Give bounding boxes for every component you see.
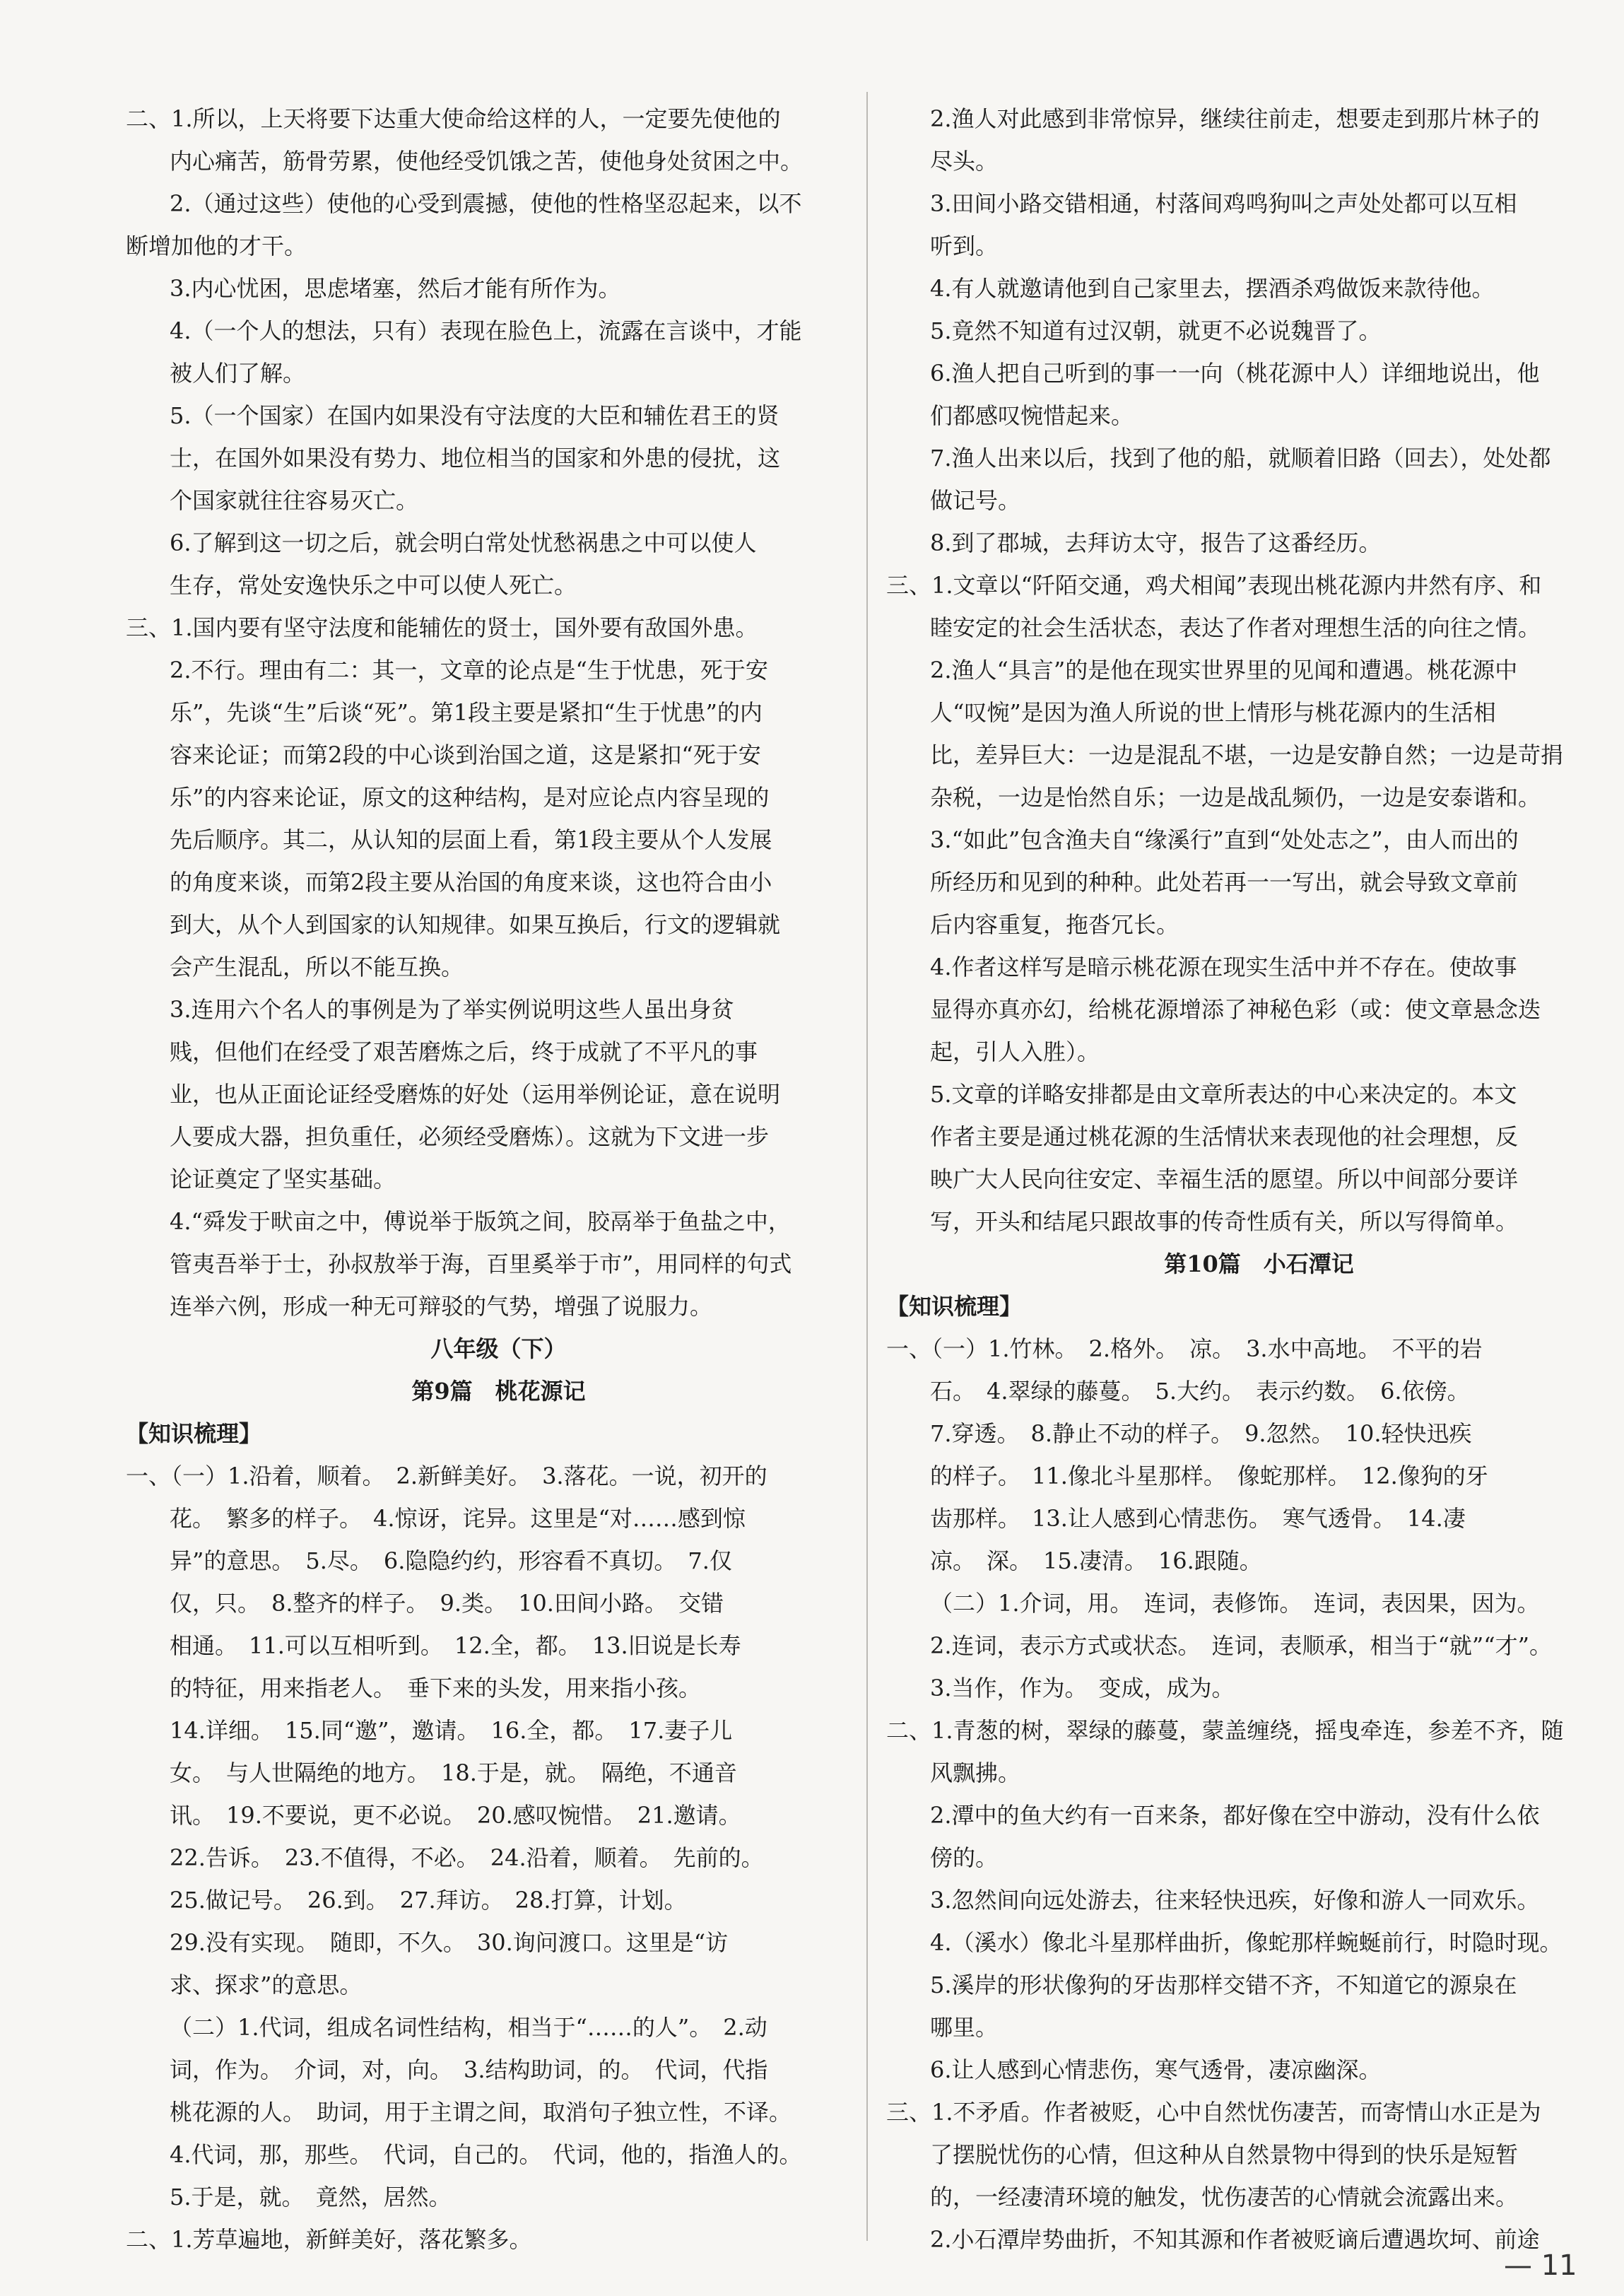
text-line: 5.（一个国家）在国内如果没有守法度的大臣和辅佐君王的贤	[170, 402, 779, 429]
text-line: 3.内心忧困，思虑堵塞，然后才能有所作为。	[170, 275, 621, 302]
left-column	[126, 98, 871, 2261]
text-line: 论证奠定了坚实基础。	[170, 1166, 396, 1193]
text-line: 做记号。	[930, 487, 1021, 514]
text-line: 管夷吾举于士，孙叔敖举于海，百里奚举于市”，用同样的句式	[170, 1250, 792, 1277]
text-line: 八年级（下）	[430, 1335, 567, 1362]
text-line: 【知识梳理】	[126, 1420, 262, 1447]
text-line: 4.（溪水）像北斗星那样曲折，像蛇那样蜿蜒前行，时隐时现。	[930, 1929, 1563, 1956]
text-line: 4.“舜发于畎亩之中，傅说举于版筑之间，胶鬲举于鱼盐之中，	[170, 1208, 791, 1235]
text-line: 3.田间小路交错相通，村落间鸡鸣狗叫之声处处都可以互相	[930, 190, 1517, 217]
text-line: 被人们了解。	[170, 360, 306, 387]
text-line: 14.详细。 15.同“邀”，邀请。 16.全，都。 17.妻子儿	[170, 1717, 733, 1744]
text-line: 25.做记号。 26.到。 27.拜访。 28.打算，计划。	[170, 1887, 687, 1914]
text-line: 4.作者这样写是暗示桃花源在现实生活中并不存在。使故事	[930, 954, 1517, 980]
text-line: 讯。 19.不要说，更不必说。 20.感叹惋惜。 21.邀请。	[170, 1802, 741, 1829]
text-line: 贱，但他们在经受了艰苦磨炼之后，终于成就了不平凡的事	[170, 1038, 758, 1065]
text-line: 断增加他的才干。	[126, 233, 307, 259]
text-line: 3.连用六个名人的事例是为了举实例说明这些人虽出身贫	[170, 996, 734, 1023]
text-line: 二、1.所以，上天将要下达重大使命给这样的人，一定要先使他的	[126, 105, 781, 132]
text-line: 2.潭中的鱼大约有一百来条，都好像在空中游动，没有什么依	[930, 1802, 1540, 1829]
text-line: 杂税，一边是怡然自乐；一边是战乱频仍，一边是安泰谐和。	[930, 784, 1541, 811]
text-line: 6.渔人把自己听到的事一一向（桃花源中人）详细地说出，他	[930, 360, 1540, 387]
text-line: 后内容重复，拖沓冗长。	[930, 911, 1179, 938]
text-line: 容来论证；而第2段的中心谈到治国之道，这是紧扣“死于安	[170, 742, 761, 768]
text-line: 2.小石潭岸势曲折，不知其源和作者被贬谪后遭遇坎坷、前途	[930, 2226, 1540, 2253]
text-line: 乐”，先谈“生”后谈“死”。第1段主要是紧扣“生于忧患”的内	[170, 699, 763, 726]
text-line: 映广大人民向往安定、幸福生活的愿望。所以中间部分要详	[930, 1166, 1519, 1193]
text-line: 2.渔人对此感到非常惊异，继续往前走，想要走到那片林子的	[930, 105, 1540, 132]
text-line: 4.代词，那，那些。 代词，自己的。 代词，他的，指渔人的。	[170, 2141, 802, 2168]
text-line: 4.有人就邀请他到自己家里去，摆酒杀鸡做饭来款待他。	[930, 275, 1495, 302]
text-line: 二、1.青葱的树，翠绿的藤蔓，蒙盖缠绕，摇曳牵连，参差不齐，随	[886, 1717, 1564, 1744]
text-line: 2.连词，表示方式或状态。 连词，表顺承，相当于“就”“才”。	[930, 1632, 1552, 1659]
text-line: 22.告诉。 23.不值得，不必。 24.沿着，顺着。 先前的。	[170, 1844, 764, 1871]
text-line: 石。 4.翠绿的藤蔓。 5.大约。 表示约数。 6.依傍。	[930, 1378, 1470, 1405]
text-line: 的，一经凄清环境的触发，忧伤凄苦的心情就会流露出来。	[930, 2184, 1519, 2210]
text-line: 睦安定的社会生活状态，表达了作者对理想生活的向往之情。	[930, 614, 1541, 641]
text-line: 第10篇 小石潭记	[1164, 1250, 1354, 1277]
text-line: 6.了解到这一切之后，就会明白常处忧愁祸患之中可以使人	[170, 529, 757, 556]
text-line: 所经历和见到的种种。此处若再一一写出，就会导致文章前	[930, 869, 1519, 896]
text-line: 8.到了郡城，去拜访太守，报告了这番经历。	[930, 529, 1382, 556]
text-line: 到大，从个人到国家的认知规律。如果互换后，行文的逻辑就	[170, 911, 781, 938]
text-line: 齿那样。 13.让人感到心情悲伤。 寒气透骨。 14.凄	[930, 1505, 1466, 1532]
text-line: 显得亦真亦幻，给桃花源增添了神秘色彩（或：使文章悬念迭	[930, 996, 1541, 1023]
text-line: 相通。 11.可以互相听到。 12.全，都。 13.旧说是长寿	[170, 1632, 741, 1659]
text-line: 二、1.芳草遍地，新鲜美好，落花繁多。	[126, 2226, 532, 2253]
text-line: 2.不行。理由有二：其一，文章的论点是“生于忧患，死于安	[170, 657, 768, 684]
text-line: 了摆脱忧伤的心情，但这种从自然景物中得到的快乐是短暂	[930, 2141, 1519, 2168]
text-line: 桃花源的人。 助词，用于主谓之间，取消句子独立性，不译。	[170, 2099, 792, 2126]
text-line: （二）1.介词，用。 连词，表修饰。 连词，表因果，因为。	[930, 1590, 1540, 1617]
text-line: 哪里。	[930, 2014, 999, 2041]
text-line: 傍的。	[930, 1844, 999, 1871]
text-line: 乐”的内容来论证，原文的这种结构，是对应论点内容呈现的	[170, 784, 770, 811]
text-line: 求、探求”的意思。	[170, 1972, 363, 1998]
text-line: 的样子。 11.像北斗星那样。 像蛇那样。 12.像狗的牙	[930, 1463, 1488, 1489]
text-line: 人要成大器，担负重任，必须经受磨炼）。这就为下文进一步	[170, 1123, 770, 1150]
text-line: 人“叹惋”是因为渔人所说的世上情形与桃花源内的生活相	[930, 699, 1496, 726]
text-line: 士，在国外如果没有势力、地位相当的国家和外患的侵扰，这	[170, 445, 781, 472]
text-line: 业，也从正面论证经受磨炼的好处（运用举例论证，意在说明	[170, 1081, 781, 1108]
text-line: 异”的意思。 5.尽。 6.隐隐约约，形容看不真切。 7.仅	[170, 1547, 732, 1574]
text-line: 【知识梳理】	[886, 1293, 1023, 1320]
text-line: 3.“如此”包含渔夫自“缘溪行”直到“处处志之”，由人而出的	[930, 826, 1519, 853]
text-line: 先后顺序。其二，从认知的层面上看，第1段主要从个人发展	[170, 826, 772, 853]
text-line: 5.文章的详略安排都是由文章所表达的中心来决定的。本文	[930, 1081, 1517, 1108]
page-number: — 11	[1504, 2249, 1577, 2282]
text-line: 仅，只。 8.整齐的样子。 9.类。 10.田间小路。 交错	[170, 1590, 724, 1617]
text-line: 的特征，用来指老人。 垂下来的头发，用来指小孩。	[170, 1675, 702, 1702]
text-line: 29.没有实现。 随即，不久。 30.询问渡口。这里是“访	[170, 1929, 729, 1956]
text-line: 一、（一）1.沿着，顺着。 2.新鲜美好。 3.落花。一说，初开的	[126, 1463, 767, 1489]
text-line: 听到。	[930, 233, 999, 259]
text-line: 们都感叹惋惜起来。	[930, 402, 1134, 429]
text-line: 起，引人入胜）。	[930, 1038, 1100, 1065]
text-line: 个国家就往往容易灭亡。	[170, 487, 419, 514]
text-line: 凉。 深。 15.凄清。 16.跟随。	[930, 1547, 1262, 1574]
text-line: 三、1.文章以“阡陌交通，鸡犬相闻”表现出桃花源内井然有序、和	[886, 572, 1542, 599]
text-line: 2.渔人“具言”的是他在现实世界里的见闻和遭遇。桃花源中	[930, 657, 1518, 684]
text-line: 写，开头和结尾只跟故事的传奇性质有关，所以写得简单。	[930, 1208, 1519, 1235]
text-line: 词，作为。 介词，对，向。 3.结构助词，的。 代词，代指	[170, 2056, 768, 2083]
text-line: 5.溪岸的形状像狗的牙齿那样交错不齐，不知道它的源泉在	[930, 1972, 1517, 1998]
text-line: 生存，常处安逸快乐之中可以使人死亡。	[170, 572, 577, 599]
text-line: 的角度来谈，而第2段主要从治国的角度来谈，这也符合由小	[170, 869, 772, 896]
text-line: 连举六例，形成一种无可辩驳的气势，增强了说服力。	[170, 1293, 713, 1320]
text-line: 作者主要是通过桃花源的生活情状来表现他的社会理想，反	[930, 1123, 1519, 1150]
text-line: 4.（一个人的想法，只有）表现在脸色上，流露在言谈中，才能	[170, 317, 802, 344]
right-column	[886, 98, 1624, 2261]
text-line: 内心痛苦，筋骨劳累，使他经受饥饿之苦，使他身处贫困之中。	[170, 148, 804, 175]
text-line: 6.让人感到心情悲伤，寒气透骨，凄凉幽深。	[930, 2056, 1382, 2083]
text-line: 3.当作，作为。 变成，成为。	[930, 1675, 1235, 1702]
text-line: 女。 与人世隔绝的地方。 18.于是，就。 隔绝，不通音	[170, 1759, 737, 1786]
text-line: 花。 繁多的样子。 4.惊讶，诧异。这里是“对……感到惊	[170, 1505, 746, 1532]
text-line: （二）1.代词，组成名词性结构，相当于“……的人”。 2.动	[170, 2014, 767, 2041]
text-line: 会产生混乱，所以不能互换。	[170, 954, 464, 980]
text-line: 5.竟然不知道有过汉朝，就更不必说魏晋了。	[930, 317, 1382, 344]
text-line: 3.忽然间向远处游去，往来轻快迅疾，好像和游人一同欢乐。	[930, 1887, 1540, 1914]
text-line: 2.（通过这些）使他的心受到震撼，使他的性格坚忍起来，以不	[170, 190, 802, 217]
text-line: 5.于是，就。 竟然，居然。	[170, 2184, 452, 2210]
text-line: 一、（一）1.竹林。 2.格外。 凉。 3.水中高地。 不平的岩	[886, 1335, 1483, 1362]
text-line: 三、1.国内要有坚守法度和能辅佐的贤士，国外要有敌国外患。	[126, 614, 758, 641]
text-line: 7.渔人出来以后，找到了他的船，就顺着旧路（回去），处处都	[930, 445, 1551, 472]
text-line: 尽头。	[930, 148, 999, 175]
text-line: 7.穿透。 8.静止不动的样子。 9.忽然。 10.轻快迅疾	[930, 1420, 1472, 1447]
text-line: 三、1.不矛盾。作者被贬，心中自然忧伤凄苦，而寄情山水正是为	[886, 2099, 1541, 2126]
text-line: 第9篇 桃花源记	[411, 1378, 586, 1405]
text-line: 比，差异巨大：一边是混乱不堪，一边是安静自然；一边是苛捐	[930, 742, 1564, 768]
text-line: 风飘拂。	[930, 1759, 1021, 1786]
